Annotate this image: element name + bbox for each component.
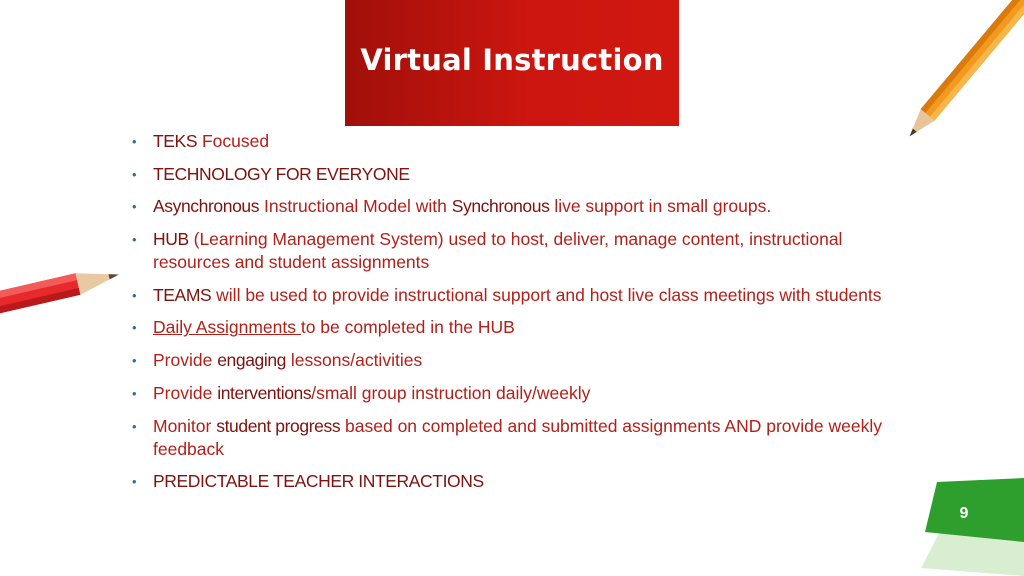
title-banner [345, 0, 679, 126]
keyword-text: student progress [216, 415, 341, 436]
bullet-dot: • [132, 134, 137, 149]
bullet-item [132, 415, 892, 461]
bullet-dot: • [132, 385, 137, 401]
bullet-text: Monitor [153, 415, 217, 436]
slide-title: Virtual Instruction [360, 43, 664, 77]
bullet-dot: • [132, 474, 137, 490]
keyword-text: engaging [217, 350, 287, 371]
bullet-item [132, 470, 892, 493]
bullet-dot: • [132, 353, 137, 369]
bullet-item [132, 163, 892, 186]
bullet-item [132, 228, 892, 274]
bullet-text: Instructional Model with [259, 196, 452, 217]
bullet-item [132, 195, 892, 218]
keyword-text: Synchronous [451, 196, 550, 217]
bullet-item [132, 316, 892, 339]
bullet-dot: • [132, 287, 137, 303]
bullet-text: will be used to provide instructional support and host live class meetings with students [211, 284, 882, 305]
bullet-text: /small group instruction daily/weekly [311, 382, 591, 403]
keyword-text: HUB [153, 229, 189, 250]
bullet-dot: • [132, 166, 137, 182]
bullet-dot: • [132, 199, 137, 215]
bullet-text: based on completed and submitted assignments AND provide weekly feedback [153, 415, 882, 459]
bullet-item [132, 382, 892, 405]
bullet-text: (Learning Management System) used to host, deliver, manage content, instructional resources and student assignments [153, 229, 843, 273]
bullet-item [132, 284, 892, 307]
keyword-text: TECHNOLOGY FOR EVERYONE [153, 163, 410, 184]
bullet-text: Focused [197, 131, 270, 151]
bullet-item [132, 130, 892, 153]
bullet-text: Provide [153, 350, 218, 371]
bullet-item [132, 349, 892, 372]
keyword-text: Asynchronous [153, 196, 260, 217]
keyword-text: interventions [217, 382, 312, 403]
red-pencil-icon [0, 250, 130, 320]
bullet-text: live support in small groups. [549, 196, 772, 217]
keyword-text: TEAMS [153, 284, 212, 305]
bullet-dot: • [132, 418, 137, 434]
bullet-dot: • [132, 320, 137, 336]
bullet-text: to be completed in the HUB [300, 317, 515, 338]
bullet-dot: • [132, 232, 137, 248]
page-number: 9 [959, 505, 969, 522]
keyword-text: PREDICTABLE TEACHER INTERACTIONS [153, 471, 484, 492]
page-number-tab [905, 470, 1024, 576]
orange-pencil-icon [905, 0, 1024, 160]
keyword-text: TEKS [153, 131, 198, 151]
bullet-text: Provide [153, 382, 218, 403]
bullet-text: lessons/activities [286, 350, 423, 371]
bullet-list [132, 130, 892, 503]
underlined-text: Daily Assignments [153, 317, 301, 338]
